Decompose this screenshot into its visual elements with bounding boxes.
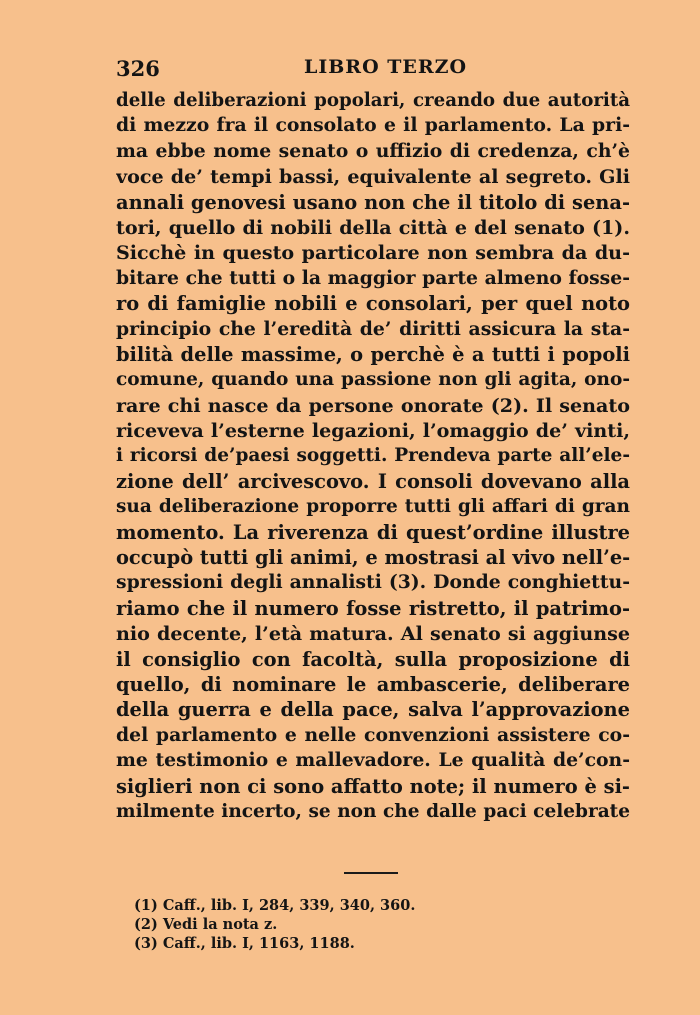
page-number: 326: [116, 56, 160, 81]
footnote: (2) Vedi la nota z.: [134, 916, 278, 933]
text-line: tori, quello di nobili della città e del senato (1).: [116, 215, 630, 239]
footnote-separator-rule: [344, 872, 398, 874]
text-line: Sicchè in questo particolare non sembra da du-: [116, 241, 630, 265]
body-text: [116, 88, 630, 824]
text-line: rare chi nasce da persone onorate (2). Il senato: [116, 393, 630, 417]
text-line: del parlamento e nelle convenzioni assistere co-: [116, 723, 630, 746]
text-line: me testimonio e mallevadore. Le qualità de’con-: [116, 749, 630, 772]
text-line: di mezzo fra il consolato e il parlamento. La pri-: [116, 114, 630, 137]
text-line: della guerra e della pace, salva l’approvazione: [116, 698, 630, 722]
text-line: il consiglio con facoltà, sulla proposizione di: [116, 647, 630, 671]
text-line: i ricorsi de’paesi soggetti. Prendeva parte all’ele-: [116, 445, 630, 467]
text-line: annali genovesi usano non che il titolo di sena-: [116, 190, 630, 214]
text-line: delle deliberazioni popolari, creando due autorità: [116, 90, 630, 111]
text-line: comune, quando una passione non gli agita, ono-: [116, 369, 630, 391]
text-line: milmente incerto, se non che dalle paci celebrate: [116, 800, 630, 822]
page-header: [116, 56, 636, 88]
text-line: quello, di nominare le ambascerie, deliberare: [116, 672, 630, 696]
text-line: zione dell’ arcivescovo. I consoli dovevano alla: [116, 469, 630, 493]
text-line: riamo che il numero fosse ristretto, il patrimo-: [116, 596, 630, 620]
text-line: occupò tutti gli animi, e mostrasi al vivo nell’e-: [116, 546, 630, 570]
text-line: nio decente, l’età matura. Al senato si aggiunse: [116, 622, 630, 646]
text-line: sua deliberazione proporre tutti gli affari di gran: [116, 496, 630, 518]
text-line: momento. La riverenza di quest’ordine illustre: [116, 520, 630, 544]
text-line: voce de’ tempi bassi, equivalente al segreto. Gli: [116, 165, 630, 189]
text-line: ma ebbe nome senato o uffizio di credenza, ch’è: [116, 139, 630, 162]
footnote: (1) Caff., lib. I, 284, 339, 340, 360.: [134, 897, 416, 914]
footnote: (3) Caff., lib. I, 1163, 1188.: [134, 935, 355, 952]
text-line: siglieri non ci sono affatto note; il numero è si-: [116, 774, 630, 798]
text-line: bilità delle massime, o perchè è a tutti i popoli: [116, 342, 630, 366]
text-line: bitare che tutti o la maggior parte almeno fosse-: [116, 266, 630, 289]
text-line: spressioni degli annalisti (3). Donde conghiettu-: [116, 571, 630, 594]
text-line: principio che l’eredità de’ diritti assicura la sta-: [116, 317, 630, 340]
text-line: riceveva l’esterne legazioni, l’omaggio de’ vinti,: [116, 419, 630, 443]
running-title: LIBRO TERZO: [304, 56, 468, 78]
footnotes: [134, 896, 415, 953]
text-line: ro di famiglie nobili e consolari, per quel noto: [116, 292, 630, 316]
